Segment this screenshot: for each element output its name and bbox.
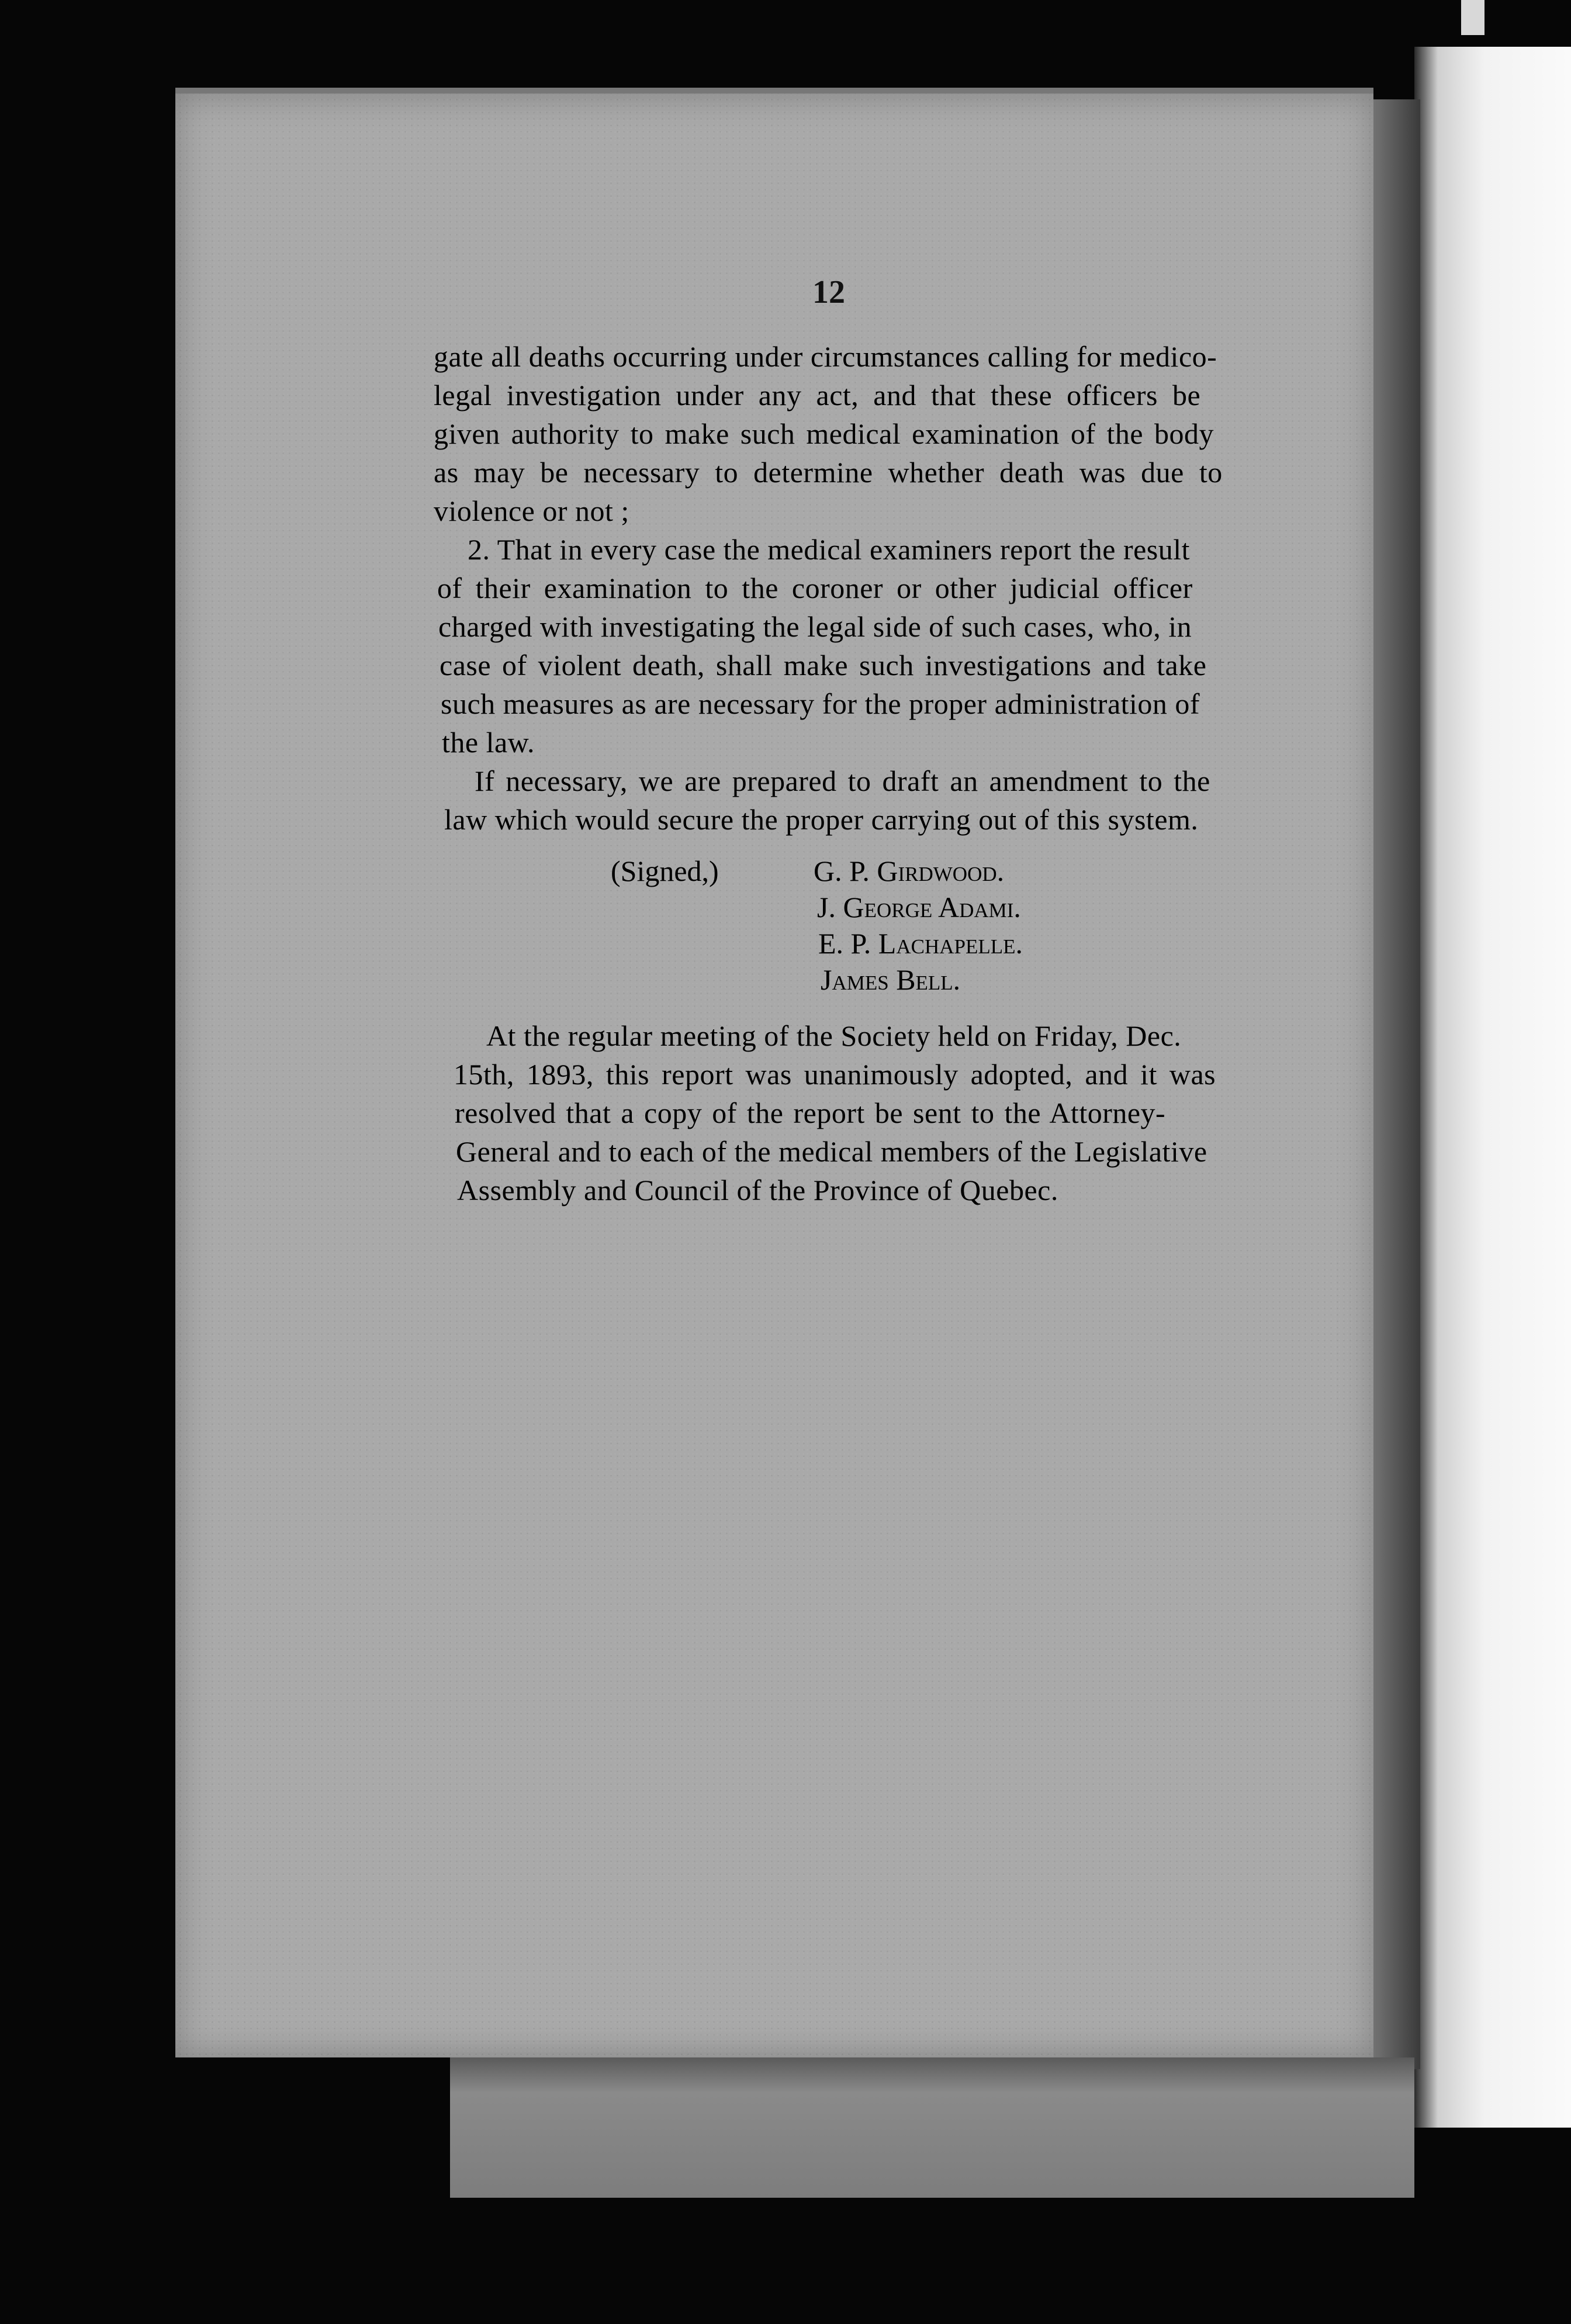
signatory-name: G. P. Girdwood. [814, 855, 1005, 887]
signatory-name: James Bell. [821, 963, 961, 996]
body-line: such measures as are necessary for the proper administration of [441, 687, 1200, 720]
page-bottom-edge [450, 2057, 1414, 2198]
body-line: law which would secure the proper carrying out of this system. [444, 803, 1199, 836]
signatory-name: E. P. Lachapelle. [818, 927, 1023, 960]
body-line: case of violent death, shall make such investigations and take [440, 649, 1207, 682]
signed-label: (Signed,) [611, 855, 719, 887]
body-line: legal investigation under any act, and that these officers be [434, 379, 1201, 411]
body-line: gate all deaths occurring under circumstances calling for medico- [434, 340, 1217, 373]
closing-line: Assembly and Council of the Province of Quebec. [457, 1174, 1058, 1206]
body-line: If necessary, we are prepared to draft an amendment to the [475, 765, 1210, 797]
body-line: of their examination to the coroner or other judicial officer [437, 572, 1193, 604]
closing-line: At the regular meeting of the Society held on Friday, Dec. [486, 1019, 1182, 1052]
adjacent-sheet-strip [1461, 0, 1485, 35]
body-line: violence or not ; [434, 494, 629, 527]
body-line: given authority to make such medical examination of the body [434, 417, 1214, 450]
body-line: as may be necessary to determine whether death was due to [434, 456, 1223, 489]
closing-line: 15th, 1893, this report was unanimously adopted, and it was [454, 1058, 1216, 1091]
page-number: 12 [812, 274, 845, 310]
closing-line: resolved that a copy of the report be sent to the Attorney- [455, 1097, 1166, 1129]
closing-line: General and to each of the medical members of the Legislative [456, 1135, 1207, 1168]
body-line: charged with investigating the legal side of such cases, who, in [438, 610, 1192, 643]
body-line: the law. [442, 726, 535, 759]
adjacent-sheet [1414, 47, 1571, 2128]
body-line: 2. That in every case the medical examiners report the result [468, 533, 1191, 566]
signatory-name: J. George Adami. [817, 891, 1021, 924]
